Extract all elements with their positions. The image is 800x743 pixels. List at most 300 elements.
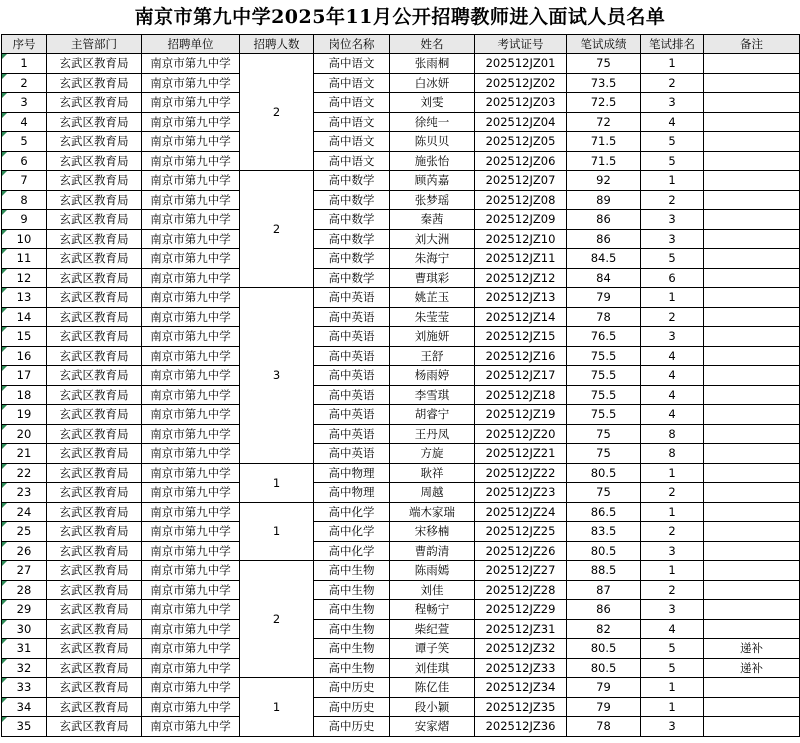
cell-seq: 8 — [2, 190, 47, 210]
table-row — [2, 561, 800, 581]
cell-seq: 33 — [2, 678, 47, 698]
cell-score: 75.5 — [567, 405, 641, 425]
cell-post: 高中历史 — [314, 717, 390, 737]
cell-unit: 南京市第九中学 — [142, 502, 240, 522]
cell-score: 82 — [567, 619, 641, 639]
cell-dept: 玄武区教育局 — [47, 678, 142, 698]
cell-note — [704, 619, 800, 639]
cell-score: 75 — [567, 54, 641, 74]
cell-unit: 南京市第九中学 — [142, 229, 240, 249]
cell-score: 86.5 — [567, 502, 641, 522]
cell-rank: 1 — [641, 288, 704, 308]
cell-score: 86 — [567, 229, 641, 249]
table-row — [2, 717, 800, 737]
cell-exam-id: 202512JZ03 — [475, 93, 567, 113]
cell-score: 75.5 — [567, 366, 641, 386]
cell-score: 75 — [567, 444, 641, 464]
cell-exam-id: 202512JZ31 — [475, 619, 567, 639]
cell-exam-id: 202512JZ18 — [475, 385, 567, 405]
table-row — [2, 93, 800, 113]
cell-name: 姚芷玉 — [390, 288, 475, 308]
cell-unit: 南京市第九中学 — [142, 522, 240, 542]
cell-note — [704, 580, 800, 600]
cell-post: 高中历史 — [314, 697, 390, 717]
cell-rank: 2 — [641, 580, 704, 600]
cell-dept: 玄武区教育局 — [47, 561, 142, 581]
cell-exam-id: 202512JZ33 — [475, 658, 567, 678]
table-row — [2, 405, 800, 425]
cell-rank: 3 — [641, 210, 704, 230]
cell-score: 71.5 — [567, 132, 641, 152]
table-row — [2, 268, 800, 288]
cell-dept: 玄武区教育局 — [47, 93, 142, 113]
cell-name: 宋移楠 — [390, 522, 475, 542]
cell-post: 高中英语 — [314, 307, 390, 327]
cell-unit: 南京市第九中学 — [142, 54, 240, 74]
cell-name: 张梦瑶 — [390, 190, 475, 210]
cell-rank: 5 — [641, 249, 704, 269]
cell-note — [704, 697, 800, 717]
cell-score: 86 — [567, 600, 641, 620]
header-seq: 序号 — [2, 35, 47, 54]
cell-name: 陈贝贝 — [390, 132, 475, 152]
cell-rank: 4 — [641, 366, 704, 386]
cell-note — [704, 385, 800, 405]
cell-exam-id: 202512JZ14 — [475, 307, 567, 327]
table-body — [2, 54, 800, 737]
table-row — [2, 190, 800, 210]
cell-note — [704, 151, 800, 171]
cell-dept: 玄武区教育局 — [47, 171, 142, 191]
cell-rank: 8 — [641, 444, 704, 464]
header-quota: 招聘人数 — [240, 35, 314, 54]
cell-unit: 南京市第九中学 — [142, 424, 240, 444]
cell-exam-id: 202512JZ08 — [475, 190, 567, 210]
table-row — [2, 483, 800, 503]
cell-post: 高中数学 — [314, 171, 390, 191]
cell-name: 周越 — [390, 483, 475, 503]
cell-seq: 14 — [2, 307, 47, 327]
cell-seq: 21 — [2, 444, 47, 464]
cell-dept: 玄武区教育局 — [47, 151, 142, 171]
cell-name: 王丹凤 — [390, 424, 475, 444]
cell-unit: 南京市第九中学 — [142, 73, 240, 93]
header-note: 备注 — [704, 35, 800, 54]
cell-dept: 玄武区教育局 — [47, 658, 142, 678]
cell-exam-id: 202512JZ15 — [475, 327, 567, 347]
cell-rank: 3 — [641, 229, 704, 249]
cell-post: 高中数学 — [314, 210, 390, 230]
cell-rank: 1 — [641, 463, 704, 483]
cell-note: 递补 — [704, 658, 800, 678]
cell-seq: 6 — [2, 151, 47, 171]
cell-rank: 1 — [641, 171, 704, 191]
cell-note — [704, 366, 800, 386]
cell-dept: 玄武区教育局 — [47, 132, 142, 152]
cell-dept: 玄武区教育局 — [47, 522, 142, 542]
cell-exam-id: 202512JZ12 — [475, 268, 567, 288]
cell-unit: 南京市第九中学 — [142, 658, 240, 678]
cell-note — [704, 561, 800, 581]
cell-exam-id: 202512JZ29 — [475, 600, 567, 620]
cell-exam-id: 202512JZ11 — [475, 249, 567, 269]
cell-name: 曹韵清 — [390, 541, 475, 561]
cell-note — [704, 346, 800, 366]
cell-seq: 25 — [2, 522, 47, 542]
cell-post: 高中历史 — [314, 678, 390, 698]
cell-dept: 玄武区教育局 — [47, 210, 142, 230]
cell-seq: 7 — [2, 171, 47, 191]
cell-note — [704, 424, 800, 444]
cell-seq: 17 — [2, 366, 47, 386]
cell-unit: 南京市第九中学 — [142, 580, 240, 600]
cell-score: 75.5 — [567, 346, 641, 366]
cell-rank: 3 — [641, 541, 704, 561]
cell-post: 高中语文 — [314, 112, 390, 132]
cell-dept: 玄武区教育局 — [47, 405, 142, 425]
cell-note — [704, 249, 800, 269]
header-score: 笔试成绩 — [567, 35, 641, 54]
cell-note — [704, 288, 800, 308]
cell-unit: 南京市第九中学 — [142, 541, 240, 561]
cell-unit: 南京市第九中学 — [142, 678, 240, 698]
cell-unit: 南京市第九中学 — [142, 444, 240, 464]
cell-post: 高中语文 — [314, 73, 390, 93]
table-row — [2, 385, 800, 405]
cell-exam-id: 202512JZ25 — [475, 522, 567, 542]
cell-name: 朱海宁 — [390, 249, 475, 269]
cell-exam-id: 202512JZ01 — [475, 54, 567, 74]
table-row — [2, 249, 800, 269]
cell-exam-id: 202512JZ36 — [475, 717, 567, 737]
cell-exam-id: 202512JZ07 — [475, 171, 567, 191]
cell-post: 高中化学 — [314, 502, 390, 522]
cell-quota: 1 — [240, 678, 314, 737]
cell-note — [704, 229, 800, 249]
cell-unit: 南京市第九中学 — [142, 151, 240, 171]
cell-seq: 16 — [2, 346, 47, 366]
cell-name: 段小颖 — [390, 697, 475, 717]
cell-unit: 南京市第九中学 — [142, 483, 240, 503]
cell-dept: 玄武区教育局 — [47, 54, 142, 74]
table-row — [2, 112, 800, 132]
cell-exam-id: 202512JZ35 — [475, 697, 567, 717]
cell-dept: 玄武区教育局 — [47, 541, 142, 561]
cell-score: 80.5 — [567, 658, 641, 678]
cell-score: 88.5 — [567, 561, 641, 581]
header-exam-id: 考试证号 — [475, 35, 567, 54]
cell-seq: 5 — [2, 132, 47, 152]
cell-post: 高中英语 — [314, 327, 390, 347]
cell-name: 曹琪彩 — [390, 268, 475, 288]
cell-post: 高中生物 — [314, 561, 390, 581]
cell-score: 73.5 — [567, 73, 641, 93]
cell-score: 80.5 — [567, 463, 641, 483]
cell-unit: 南京市第九中学 — [142, 463, 240, 483]
cell-rank: 3 — [641, 717, 704, 737]
cell-exam-id: 202512JZ05 — [475, 132, 567, 152]
cell-name: 施张怡 — [390, 151, 475, 171]
cell-post: 高中生物 — [314, 580, 390, 600]
cell-name: 李雪琪 — [390, 385, 475, 405]
cell-score: 79 — [567, 678, 641, 698]
cell-post: 高中数学 — [314, 268, 390, 288]
cell-seq: 20 — [2, 424, 47, 444]
cell-exam-id: 202512JZ27 — [475, 561, 567, 581]
cell-note — [704, 171, 800, 191]
cell-rank: 3 — [641, 327, 704, 347]
cell-seq: 24 — [2, 502, 47, 522]
table-row — [2, 697, 800, 717]
cell-rank: 6 — [641, 268, 704, 288]
cell-unit: 南京市第九中学 — [142, 346, 240, 366]
cell-score: 76.5 — [567, 327, 641, 347]
cell-rank: 4 — [641, 619, 704, 639]
cell-note — [704, 73, 800, 93]
cell-score: 75 — [567, 483, 641, 503]
cell-seq: 23 — [2, 483, 47, 503]
cell-score: 92 — [567, 171, 641, 191]
table-row — [2, 327, 800, 347]
cell-seq: 22 — [2, 463, 47, 483]
cell-name: 徐纯一 — [390, 112, 475, 132]
cell-dept: 玄武区教育局 — [47, 73, 142, 93]
cell-dept: 玄武区教育局 — [47, 717, 142, 737]
cell-quota: 2 — [240, 54, 314, 171]
cell-name: 程畅宁 — [390, 600, 475, 620]
cell-exam-id: 202512JZ10 — [475, 229, 567, 249]
cell-name: 王舒 — [390, 346, 475, 366]
cell-note — [704, 268, 800, 288]
cell-seq: 26 — [2, 541, 47, 561]
cell-quota: 1 — [240, 463, 314, 502]
cell-score: 71.5 — [567, 151, 641, 171]
cell-score: 78 — [567, 717, 641, 737]
header-rank: 笔试排名 — [641, 35, 704, 54]
cell-unit: 南京市第九中学 — [142, 697, 240, 717]
cell-rank: 3 — [641, 600, 704, 620]
cell-rank: 4 — [641, 346, 704, 366]
cell-seq: 35 — [2, 717, 47, 737]
cell-rank: 8 — [641, 424, 704, 444]
cell-dept: 玄武区教育局 — [47, 346, 142, 366]
cell-post: 高中英语 — [314, 366, 390, 386]
cell-exam-id: 202512JZ02 — [475, 73, 567, 93]
cell-post: 高中数学 — [314, 190, 390, 210]
header-post: 岗位名称 — [314, 35, 390, 54]
cell-post: 高中生物 — [314, 658, 390, 678]
cell-post: 高中语文 — [314, 54, 390, 74]
header-unit: 招聘单位 — [142, 35, 240, 54]
cell-unit: 南京市第九中学 — [142, 561, 240, 581]
cell-unit: 南京市第九中学 — [142, 190, 240, 210]
cell-note — [704, 307, 800, 327]
cell-dept: 玄武区教育局 — [47, 229, 142, 249]
table-row — [2, 580, 800, 600]
cell-note — [704, 405, 800, 425]
cell-score: 83.5 — [567, 522, 641, 542]
cell-unit: 南京市第九中学 — [142, 385, 240, 405]
cell-dept: 玄武区教育局 — [47, 483, 142, 503]
table-row — [2, 463, 800, 483]
cell-unit: 南京市第九中学 — [142, 210, 240, 230]
cell-post: 高中生物 — [314, 619, 390, 639]
cell-post: 高中语文 — [314, 93, 390, 113]
cell-post: 高中物理 — [314, 463, 390, 483]
cell-seq: 28 — [2, 580, 47, 600]
table-header-row — [2, 35, 800, 54]
cell-exam-id: 202512JZ23 — [475, 483, 567, 503]
cell-unit: 南京市第九中学 — [142, 171, 240, 191]
cell-seq: 2 — [2, 73, 47, 93]
table-row — [2, 171, 800, 191]
cell-score: 72.5 — [567, 93, 641, 113]
cell-rank: 2 — [641, 483, 704, 503]
cell-dept: 玄武区教育局 — [47, 502, 142, 522]
table-row — [2, 54, 800, 74]
cell-rank: 5 — [641, 639, 704, 659]
cell-note — [704, 54, 800, 74]
cell-rank: 2 — [641, 307, 704, 327]
header-dept: 主管部门 — [47, 35, 142, 54]
cell-rank: 4 — [641, 405, 704, 425]
cell-score: 86 — [567, 210, 641, 230]
cell-name: 刘施妍 — [390, 327, 475, 347]
cell-rank: 5 — [641, 151, 704, 171]
cell-exam-id: 202512JZ34 — [475, 678, 567, 698]
cell-score: 72 — [567, 112, 641, 132]
cell-exam-id: 202512JZ09 — [475, 210, 567, 230]
cell-post: 高中化学 — [314, 541, 390, 561]
cell-rank: 3 — [641, 93, 704, 113]
cell-post: 高中数学 — [314, 229, 390, 249]
cell-name: 杨雨婷 — [390, 366, 475, 386]
table-row — [2, 132, 800, 152]
cell-quota: 1 — [240, 502, 314, 561]
cell-dept: 玄武区教育局 — [47, 639, 142, 659]
cell-seq: 11 — [2, 249, 47, 269]
cell-name: 谭子笑 — [390, 639, 475, 659]
cell-dept: 玄武区教育局 — [47, 249, 142, 269]
table-row — [2, 73, 800, 93]
cell-unit: 南京市第九中学 — [142, 132, 240, 152]
cell-dept: 玄武区教育局 — [47, 288, 142, 308]
cell-seq: 27 — [2, 561, 47, 581]
cell-exam-id: 202512JZ06 — [475, 151, 567, 171]
page-title: 南京市第九中学2025年11月公开招聘教师进入面试人员名单 — [134, 6, 666, 28]
cell-dept: 玄武区教育局 — [47, 366, 142, 386]
cell-post: 高中英语 — [314, 385, 390, 405]
cell-score: 80.5 — [567, 639, 641, 659]
cell-exam-id: 202512JZ16 — [475, 346, 567, 366]
cell-rank: 4 — [641, 385, 704, 405]
cell-seq: 13 — [2, 288, 47, 308]
cell-exam-id: 202512JZ28 — [475, 580, 567, 600]
cell-exam-id: 202512JZ26 — [475, 541, 567, 561]
cell-post: 高中语文 — [314, 132, 390, 152]
cell-name: 陈亿佳 — [390, 678, 475, 698]
cell-score: 89 — [567, 190, 641, 210]
table-row — [2, 229, 800, 249]
table-row — [2, 541, 800, 561]
cell-name: 刘雯 — [390, 93, 475, 113]
cell-seq: 30 — [2, 619, 47, 639]
cell-rank: 2 — [641, 522, 704, 542]
cell-seq: 18 — [2, 385, 47, 405]
cell-seq: 10 — [2, 229, 47, 249]
cell-rank: 2 — [641, 73, 704, 93]
cell-seq: 12 — [2, 268, 47, 288]
cell-score: 87 — [567, 580, 641, 600]
cell-unit: 南京市第九中学 — [142, 288, 240, 308]
cell-score: 79 — [567, 697, 641, 717]
table-row — [2, 288, 800, 308]
table-row — [2, 424, 800, 444]
cell-rank: 1 — [641, 561, 704, 581]
cell-note — [704, 522, 800, 542]
cell-unit: 南京市第九中学 — [142, 600, 240, 620]
cell-dept: 玄武区教育局 — [47, 697, 142, 717]
cell-post: 高中英语 — [314, 405, 390, 425]
cell-unit: 南京市第九中学 — [142, 268, 240, 288]
cell-score: 84.5 — [567, 249, 641, 269]
cell-seq: 31 — [2, 639, 47, 659]
cell-note — [704, 463, 800, 483]
cell-dept: 玄武区教育局 — [47, 327, 142, 347]
cell-seq: 9 — [2, 210, 47, 230]
cell-name: 安家熠 — [390, 717, 475, 737]
table-row — [2, 639, 800, 659]
cell-note — [704, 132, 800, 152]
cell-score: 78 — [567, 307, 641, 327]
cell-dept: 玄武区教育局 — [47, 268, 142, 288]
cell-name: 胡睿宁 — [390, 405, 475, 425]
table-row — [2, 678, 800, 698]
cell-exam-id: 202512JZ13 — [475, 288, 567, 308]
cell-rank: 1 — [641, 54, 704, 74]
cell-name: 柴纪萱 — [390, 619, 475, 639]
cell-dept: 玄武区教育局 — [47, 385, 142, 405]
cell-score: 75 — [567, 424, 641, 444]
cell-dept: 玄武区教育局 — [47, 112, 142, 132]
cell-unit: 南京市第九中学 — [142, 639, 240, 659]
cell-unit: 南京市第九中学 — [142, 112, 240, 132]
cell-note — [704, 717, 800, 737]
cell-post: 高中生物 — [314, 600, 390, 620]
cell-note — [704, 541, 800, 561]
cell-score: 79 — [567, 288, 641, 308]
cell-post: 高中生物 — [314, 639, 390, 659]
cell-rank: 2 — [641, 190, 704, 210]
cell-seq: 3 — [2, 93, 47, 113]
cell-note — [704, 502, 800, 522]
table-row — [2, 619, 800, 639]
table-row — [2, 346, 800, 366]
cell-seq: 19 — [2, 405, 47, 425]
cell-dept: 玄武区教育局 — [47, 424, 142, 444]
cell-post: 高中数学 — [314, 249, 390, 269]
cell-name: 陈雨嫣 — [390, 561, 475, 581]
cell-rank: 4 — [641, 112, 704, 132]
cell-seq: 32 — [2, 658, 47, 678]
cell-unit: 南京市第九中学 — [142, 307, 240, 327]
cell-score: 80.5 — [567, 541, 641, 561]
cell-dept: 玄武区教育局 — [47, 580, 142, 600]
cell-unit: 南京市第九中学 — [142, 93, 240, 113]
cell-dept: 玄武区教育局 — [47, 463, 142, 483]
cell-post: 高中化学 — [314, 522, 390, 542]
cell-note — [704, 93, 800, 113]
